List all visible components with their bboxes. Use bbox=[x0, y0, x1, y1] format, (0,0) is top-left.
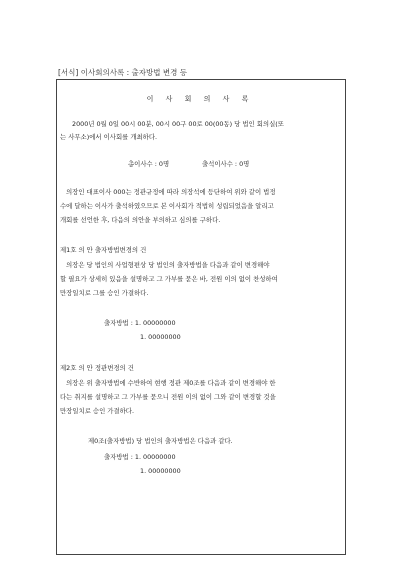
agenda1-method: 출자방법 : 1. 00000000 bbox=[104, 319, 176, 327]
agenda2-body-line: 만장일치로 승인 가결하다. bbox=[60, 407, 135, 415]
present-directors: 출석이사수 : 0명 bbox=[202, 160, 250, 168]
agenda1-method-item: 1. 00000000 bbox=[140, 333, 181, 341]
agenda2-title: 제2호 의 안 정관변경의 건 bbox=[60, 364, 134, 372]
agenda2-article: 제0조(출자방법) 당 법인의 출자방법은 다음과 같다. bbox=[88, 437, 233, 445]
agenda2-body-line: 다는 취지를 설명하고 그 가부를 묻으니 전원 이의 없이 그와 같이 변경할 것을 bbox=[60, 393, 276, 401]
agenda2-body-line: 의장은 위 출자방법에 수반하여 현행 정관 제0조를 다음과 같이 변경해야 한 bbox=[66, 379, 276, 387]
intro-line: 는 사무소)에서 이사회를 개최하다. bbox=[60, 133, 158, 141]
agenda1-body-line: 할 필요가 상세히 있음을 설명하고 그 가부를 묻은 바, 전원 이의 없이 찬성하여 bbox=[60, 275, 278, 283]
total-directors: 총이사수 : 0명 bbox=[128, 160, 170, 168]
opening-line: 수에 달하는 이사가 출석하였으므로 본 이사회가 적법히 성립되었음을 알리고 bbox=[60, 202, 274, 210]
document-heading: 이 사 회 의 사 록 bbox=[146, 95, 254, 103]
agenda1-body-line: 만장일치로 그를 승인 가결하다. bbox=[60, 289, 149, 297]
document-frame bbox=[56, 79, 346, 555]
agenda2-method-item: 1. 00000000 bbox=[140, 467, 181, 475]
opening-line: 의장인 대표이사 000는 정관규정에 따라 의장석에 등단하여 위와 같이 법정 bbox=[66, 188, 276, 196]
form-title: [서식] 이사회의사록 : 출자방법 변경 등 bbox=[58, 68, 187, 77]
agenda1-body-line: 의장은 당 법인의 사업형편상 당 법인의 출자방법을 다음과 같이 변경해야 bbox=[66, 261, 270, 269]
agenda1-title: 제1호 의 안 출자방법변경의 건 bbox=[60, 246, 147, 254]
agenda2-method: 출자방법 : 1. 00000000 bbox=[104, 453, 176, 461]
intro-line: 2000년 0월 0일 00시 00분, 00시 00구 00로 00(00동) 당 법인 회의실(또 bbox=[72, 120, 284, 128]
opening-line: 개회를 선언한 후, 다음의 의안을 부의하고 심의를 구하다. bbox=[60, 216, 221, 224]
